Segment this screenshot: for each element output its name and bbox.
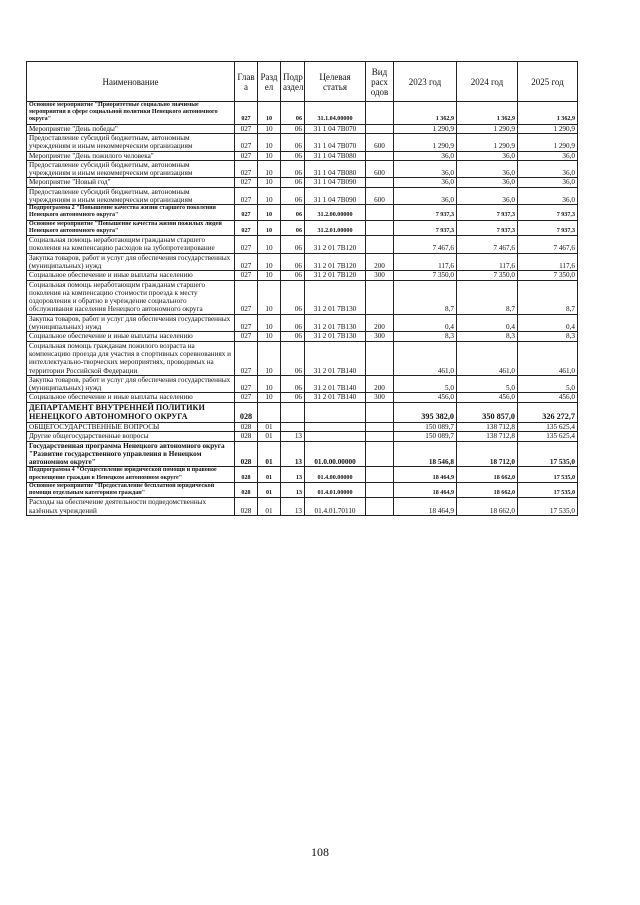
- table-row: [27, 133, 578, 151]
- cell-section: 01: [258, 422, 281, 431]
- cell-expense-type: 300: [366, 332, 394, 341]
- cell-target-article: 31 1 04 7В090: [305, 178, 366, 187]
- cell-section: 01: [258, 482, 281, 497]
- cell-chapter: 027: [235, 205, 258, 220]
- cell-year-2024: 18 712,0: [457, 441, 518, 467]
- cell-year-2025: 8,7: [518, 280, 578, 314]
- table-row: [27, 280, 578, 314]
- cell-chapter: 027: [235, 151, 258, 160]
- header-target-article: Целевая статья: [305, 62, 366, 102]
- cell-year-2023: 8,3: [394, 332, 457, 341]
- cell-year-2024: 1 362,9: [457, 102, 518, 125]
- cell-expense-type: [366, 205, 394, 220]
- table-row: [27, 236, 578, 254]
- cell-year-2024: 36,0: [457, 187, 518, 205]
- cell-name: Закупка товаров, работ и услуг для обеспечения государственных (муниципальных) нужд: [27, 253, 235, 271]
- budget-table-sheet: [26, 61, 577, 516]
- cell-target-article: 31 2 01 7В130: [305, 280, 366, 314]
- cell-expense-type: [366, 422, 394, 431]
- cell-name: Предоставление субсидий бюджетным, автономным учреждениям и иным некоммерческим организациям: [27, 160, 235, 178]
- cell-section: 10: [258, 341, 281, 375]
- cell-year-2023: 150 089,7: [394, 422, 457, 431]
- cell-year-2023: 18 464,9: [394, 482, 457, 497]
- cell-year-2025: 7 350,0: [518, 271, 578, 280]
- cell-subsection: 06: [281, 187, 305, 205]
- cell-target-article: [305, 422, 366, 431]
- cell-section: 10: [258, 205, 281, 220]
- table-row: [27, 375, 578, 393]
- cell-year-2025: 36,0: [518, 178, 578, 187]
- cell-year-2025: 1 290,9: [518, 133, 578, 151]
- cell-expense-type: [366, 498, 394, 516]
- cell-name: Мероприятие "Новый год": [27, 178, 235, 187]
- table-row: [27, 341, 578, 375]
- cell-expense-type: [366, 178, 394, 187]
- cell-name: Социальная помощь гражданам пожилого возраста на компенсацию проезда для участия в спортивных соревнованиях и интеллектуально-творческих мероприятиях, проводимых на территории Российской Федерации: [27, 341, 235, 375]
- table-row: [27, 102, 578, 125]
- cell-expense-type: 300: [366, 271, 394, 280]
- cell-year-2023: 36,0: [394, 160, 457, 178]
- cell-year-2025: 7 937,3: [518, 205, 578, 220]
- cell-year-2023: 7 350,0: [394, 271, 457, 280]
- cell-subsection: 06: [281, 160, 305, 178]
- cell-target-article: 31 2 01 7В140: [305, 341, 366, 375]
- cell-name: Основное мероприятие "Предоставление бесплатной юридической помощи отдельным категориям граждан": [27, 482, 235, 497]
- header-name: Наименование: [27, 62, 235, 102]
- cell-name: Другие общегосударственные вопросы: [27, 432, 235, 441]
- cell-expense-type: [366, 220, 394, 235]
- cell-subsection: 06: [281, 341, 305, 375]
- table-row: [27, 151, 578, 160]
- table-row: [27, 402, 578, 422]
- cell-subsection: 06: [281, 133, 305, 151]
- cell-target-article: 01.4.01.70110: [305, 498, 366, 516]
- table-row: [27, 271, 578, 280]
- cell-subsection: 06: [281, 102, 305, 125]
- cell-year-2025: 17 535,0: [518, 498, 578, 516]
- cell-name: Закупка товаров, работ и услуг для обеспечения государственных (муниципальных) нужд: [27, 375, 235, 393]
- cell-expense-type: 300: [366, 393, 394, 402]
- cell-expense-type: [366, 467, 394, 482]
- table-row: [27, 332, 578, 341]
- cell-subsection: 06: [281, 151, 305, 160]
- cell-section: 10: [258, 133, 281, 151]
- cell-year-2025: 36,0: [518, 187, 578, 205]
- cell-chapter: 028: [235, 467, 258, 482]
- table-row: [27, 160, 578, 178]
- cell-name: Подпрограмма 4 "Осуществление юридической помощи и правовое просвещение граждан в Ненецком автономном округе": [27, 467, 235, 482]
- cell-name: Социальная помощь неработающим гражданам старшего поколения на компенсацию стоимости проезда к месту оздоровления и обратно в учреждение социального обслуживания населения Ненецкого автономного округа: [27, 280, 235, 314]
- cell-target-article: 01.4.01.00000: [305, 482, 366, 497]
- cell-section: 01: [258, 441, 281, 467]
- cell-subsection: 06: [281, 205, 305, 220]
- cell-year-2024: 36,0: [457, 151, 518, 160]
- header-row: [27, 62, 578, 102]
- cell-subsection: 06: [281, 253, 305, 271]
- cell-section: 01: [258, 467, 281, 482]
- cell-year-2024: 456,0: [457, 393, 518, 402]
- cell-name: Подпрограмма 2 "Повышение качества жизни старшего поколения Ненецкого автономного округа": [27, 205, 235, 220]
- cell-chapter: 028: [235, 422, 258, 431]
- cell-subsection: 06: [281, 375, 305, 393]
- cell-year-2025: 1 362,9: [518, 102, 578, 125]
- cell-section: 10: [258, 220, 281, 235]
- table-row: [27, 432, 578, 441]
- cell-year-2024: 138 712,8: [457, 422, 518, 431]
- cell-chapter: 027: [235, 341, 258, 375]
- table-row: [27, 124, 578, 133]
- cell-chapter: 028: [235, 498, 258, 516]
- table-row: [27, 253, 578, 271]
- cell-year-2024: 0,4: [457, 314, 518, 332]
- cell-year-2025: 36,0: [518, 160, 578, 178]
- cell-chapter: 028: [235, 402, 258, 422]
- cell-target-article: 31 2 01 7В120: [305, 253, 366, 271]
- cell-subsection: 06: [281, 332, 305, 341]
- cell-year-2025: 461,0: [518, 341, 578, 375]
- cell-expense-type: [366, 402, 394, 422]
- cell-subsection: 06: [281, 271, 305, 280]
- cell-name: Мероприятие "День победы": [27, 124, 235, 133]
- table-row: [27, 205, 578, 220]
- cell-target-article: 31 1 04 7В090: [305, 187, 366, 205]
- cell-year-2024: 5,0: [457, 375, 518, 393]
- cell-chapter: 027: [235, 314, 258, 332]
- cell-year-2025: 8,3: [518, 332, 578, 341]
- cell-chapter: 027: [235, 375, 258, 393]
- cell-expense-type: [366, 280, 394, 314]
- cell-year-2024: 36,0: [457, 160, 518, 178]
- cell-name: Расходы на обеспечение деятельности подведомственных казённых учреждений: [27, 498, 235, 516]
- table-row: [27, 498, 578, 516]
- cell-name: Закупка товаров, работ и услуг для обеспечения государственных (муниципальных) нужд: [27, 314, 235, 332]
- cell-section: 10: [258, 160, 281, 178]
- cell-year-2024: 117,6: [457, 253, 518, 271]
- cell-section: 10: [258, 280, 281, 314]
- cell-subsection: 06: [281, 314, 305, 332]
- cell-year-2025: 7 937,3: [518, 220, 578, 235]
- cell-year-2025: 1 290,9: [518, 124, 578, 133]
- cell-subsection: [281, 402, 305, 422]
- cell-year-2024: 7 467,6: [457, 236, 518, 254]
- cell-name: Мероприятие "День пожилого человека": [27, 151, 235, 160]
- cell-expense-type: [366, 151, 394, 160]
- cell-year-2023: 7 937,3: [394, 205, 457, 220]
- cell-target-article: 31 2 01 7В130: [305, 314, 366, 332]
- header-subsection: Подр аздел: [281, 62, 305, 102]
- cell-chapter: 027: [235, 178, 258, 187]
- cell-subsection: 13: [281, 498, 305, 516]
- cell-chapter: 027: [235, 220, 258, 235]
- cell-year-2024: 36,0: [457, 178, 518, 187]
- cell-subsection: 06: [281, 220, 305, 235]
- cell-expense-type: [366, 441, 394, 467]
- cell-target-article: 31 1 04 7В070: [305, 133, 366, 151]
- cell-subsection: 13: [281, 441, 305, 467]
- cell-year-2025: 17 535,0: [518, 467, 578, 482]
- cell-year-2023: 456,0: [394, 393, 457, 402]
- cell-year-2024: 18 662,0: [457, 498, 518, 516]
- cell-year-2024: 1 290,9: [457, 124, 518, 133]
- cell-name: ДЕПАРТАМЕНТ ВНУТРЕННЕЙ ПОЛИТИКИ НЕНЕЦКОГО АВТОНОМНОГО ОКРУГА: [27, 402, 235, 422]
- cell-target-article: 31.2.01.00000: [305, 220, 366, 235]
- cell-target-article: 31.1.04.00000: [305, 102, 366, 125]
- cell-subsection: 13: [281, 467, 305, 482]
- cell-chapter: 027: [235, 187, 258, 205]
- cell-year-2023: 1 290,9: [394, 124, 457, 133]
- cell-subsection: 06: [281, 236, 305, 254]
- cell-year-2023: 8,7: [394, 280, 457, 314]
- cell-year-2024: 138 712,8: [457, 432, 518, 441]
- cell-section: 10: [258, 187, 281, 205]
- cell-section: 10: [258, 271, 281, 280]
- cell-subsection: 06: [281, 280, 305, 314]
- cell-expense-type: [366, 102, 394, 125]
- cell-name: Социальное обеспечение и иные выплаты населению: [27, 332, 235, 341]
- cell-year-2025: 135 625,4: [518, 422, 578, 431]
- cell-target-article: 31 1 04 7В080: [305, 160, 366, 178]
- cell-subsection: 06: [281, 393, 305, 402]
- cell-year-2025: 17 535,0: [518, 482, 578, 497]
- cell-chapter: 027: [235, 332, 258, 341]
- cell-year-2024: 7 937,3: [457, 205, 518, 220]
- table-row: [27, 422, 578, 431]
- table-row: [27, 467, 578, 482]
- cell-year-2023: 7 467,6: [394, 236, 457, 254]
- cell-chapter: 027: [235, 160, 258, 178]
- cell-target-article: 31 2 01 7В130: [305, 332, 366, 341]
- cell-expense-type: [366, 124, 394, 133]
- cell-name: Социальное обеспечение и иные выплаты населению: [27, 393, 235, 402]
- cell-target-article: 31 2 01 7В140: [305, 393, 366, 402]
- cell-year-2025: 17 535,0: [518, 441, 578, 467]
- cell-year-2023: 395 382,0: [394, 402, 457, 422]
- cell-target-article: 31 1 04 7В070: [305, 124, 366, 133]
- cell-year-2024: 8,3: [457, 332, 518, 341]
- cell-year-2023: 1 290,9: [394, 133, 457, 151]
- cell-name: Социальное обеспечение и иные выплаты населению: [27, 271, 235, 280]
- cell-year-2024: 350 857,0: [457, 402, 518, 422]
- cell-section: 10: [258, 393, 281, 402]
- cell-section: [258, 402, 281, 422]
- cell-year-2025: 5,0: [518, 375, 578, 393]
- cell-year-2025: 326 272,7: [518, 402, 578, 422]
- cell-year-2023: 5,0: [394, 375, 457, 393]
- cell-chapter: 027: [235, 271, 258, 280]
- cell-name: ОБЩЕГОСУДАРСТВЕННЫЕ ВОПРОСЫ: [27, 422, 235, 431]
- cell-year-2023: 7 937,3: [394, 220, 457, 235]
- cell-year-2023: 36,0: [394, 178, 457, 187]
- cell-name: Предоставление субсидий бюджетным, автономным учреждениям и иным некоммерческим организациям: [27, 187, 235, 205]
- cell-year-2025: 135 625,4: [518, 432, 578, 441]
- cell-year-2023: 36,0: [394, 151, 457, 160]
- cell-year-2023: 117,6: [394, 253, 457, 271]
- cell-chapter: 028: [235, 482, 258, 497]
- cell-year-2023: 150 089,7: [394, 432, 457, 441]
- cell-subsection: 06: [281, 124, 305, 133]
- cell-expense-type: 200: [366, 375, 394, 393]
- table-row: [27, 187, 578, 205]
- table-row: [27, 314, 578, 332]
- cell-chapter: 027: [235, 393, 258, 402]
- cell-year-2023: 36,0: [394, 187, 457, 205]
- cell-year-2025: 7 467,6: [518, 236, 578, 254]
- cell-year-2025: 117,6: [518, 253, 578, 271]
- cell-expense-type: [366, 236, 394, 254]
- cell-year-2024: 18 662,0: [457, 482, 518, 497]
- header-year-2024: 2024 год: [457, 62, 518, 102]
- cell-chapter: 028: [235, 441, 258, 467]
- cell-chapter: 027: [235, 102, 258, 125]
- cell-chapter: 027: [235, 133, 258, 151]
- cell-subsection: [281, 422, 305, 431]
- budget-table: [26, 61, 578, 516]
- header-year-2025: 2025 год: [518, 62, 578, 102]
- cell-expense-type: 200: [366, 253, 394, 271]
- cell-expense-type: 200: [366, 314, 394, 332]
- cell-name: Предоставление субсидий бюджетным, автономным учреждениям и иным некоммерческим организациям: [27, 133, 235, 151]
- cell-year-2023: 18 464,9: [394, 498, 457, 516]
- cell-section: 01: [258, 432, 281, 441]
- cell-year-2023: 461,0: [394, 341, 457, 375]
- cell-target-article: [305, 432, 366, 441]
- cell-section: 10: [258, 375, 281, 393]
- table-row: [27, 220, 578, 235]
- cell-year-2025: 0,4: [518, 314, 578, 332]
- cell-expense-type: [366, 482, 394, 497]
- cell-year-2023: 18 464,9: [394, 467, 457, 482]
- cell-subsection: 13: [281, 432, 305, 441]
- header-year-2023: 2023 год: [394, 62, 457, 102]
- cell-year-2024: 18 662,0: [457, 467, 518, 482]
- cell-chapter: 027: [235, 253, 258, 271]
- cell-section: 10: [258, 102, 281, 125]
- cell-year-2024: 7 937,3: [457, 220, 518, 235]
- cell-year-2024: 7 350,0: [457, 271, 518, 280]
- cell-chapter: 027: [235, 236, 258, 254]
- cell-section: 10: [258, 314, 281, 332]
- cell-year-2025: 456,0: [518, 393, 578, 402]
- cell-target-article: [305, 402, 366, 422]
- cell-target-article: 31 2 01 7В120: [305, 271, 366, 280]
- cell-section: 10: [258, 124, 281, 133]
- cell-chapter: 028: [235, 432, 258, 441]
- cell-target-article: 31 1 04 7В080: [305, 151, 366, 160]
- cell-section: 10: [258, 178, 281, 187]
- table-row: [27, 393, 578, 402]
- cell-name: Государственная программа Ненецкого автономного округа "Развитие государственного управления в Ненецком автономном округе": [27, 441, 235, 467]
- cell-expense-type: 600: [366, 133, 394, 151]
- cell-name: Социальная помощь неработающим гражданам старшего поколения на компенсацию расходов на зубопротезирование: [27, 236, 235, 254]
- header-expense-type: Вид расх одов: [366, 62, 394, 102]
- cell-section: 10: [258, 253, 281, 271]
- cell-section: 01: [258, 498, 281, 516]
- table-row: [27, 482, 578, 497]
- cell-chapter: 027: [235, 280, 258, 314]
- cell-year-2024: 8,7: [457, 280, 518, 314]
- cell-subsection: 06: [281, 178, 305, 187]
- header-section: Разд ел: [258, 62, 281, 102]
- cell-name: Основное мероприятие "Приоритетные социально значимые мероприятия в сфере социальной политики Ненецкого автономного округа": [27, 102, 235, 125]
- cell-section: 10: [258, 151, 281, 160]
- cell-subsection: 13: [281, 482, 305, 497]
- cell-year-2023: 18 546,8: [394, 441, 457, 467]
- cell-target-article: 31.2.00.00000: [305, 205, 366, 220]
- page-number: 108: [311, 845, 329, 859]
- cell-expense-type: [366, 341, 394, 375]
- cell-target-article: 31 2 01 7В120: [305, 236, 366, 254]
- cell-name: Основное мероприятие "Повышение качества жизни пожилых людей Ненецкого автономного округа": [27, 220, 235, 235]
- cell-year-2024: 461,0: [457, 341, 518, 375]
- cell-chapter: 027: [235, 124, 258, 133]
- cell-year-2023: 1 362,9: [394, 102, 457, 125]
- cell-year-2025: 36,0: [518, 151, 578, 160]
- header-chapter: Глав а: [235, 62, 258, 102]
- cell-year-2023: 0,4: [394, 314, 457, 332]
- table-row: [27, 178, 578, 187]
- cell-expense-type: 600: [366, 160, 394, 178]
- cell-expense-type: [366, 432, 394, 441]
- cell-year-2024: 1 290,9: [457, 133, 518, 151]
- cell-target-article: 01.4.00.00000: [305, 467, 366, 482]
- cell-section: 10: [258, 236, 281, 254]
- cell-target-article: 01.0.00.00000: [305, 441, 366, 467]
- cell-target-article: 31 2 01 7В140: [305, 375, 366, 393]
- cell-expense-type: 600: [366, 187, 394, 205]
- table-row: [27, 441, 578, 467]
- cell-section: 10: [258, 332, 281, 341]
